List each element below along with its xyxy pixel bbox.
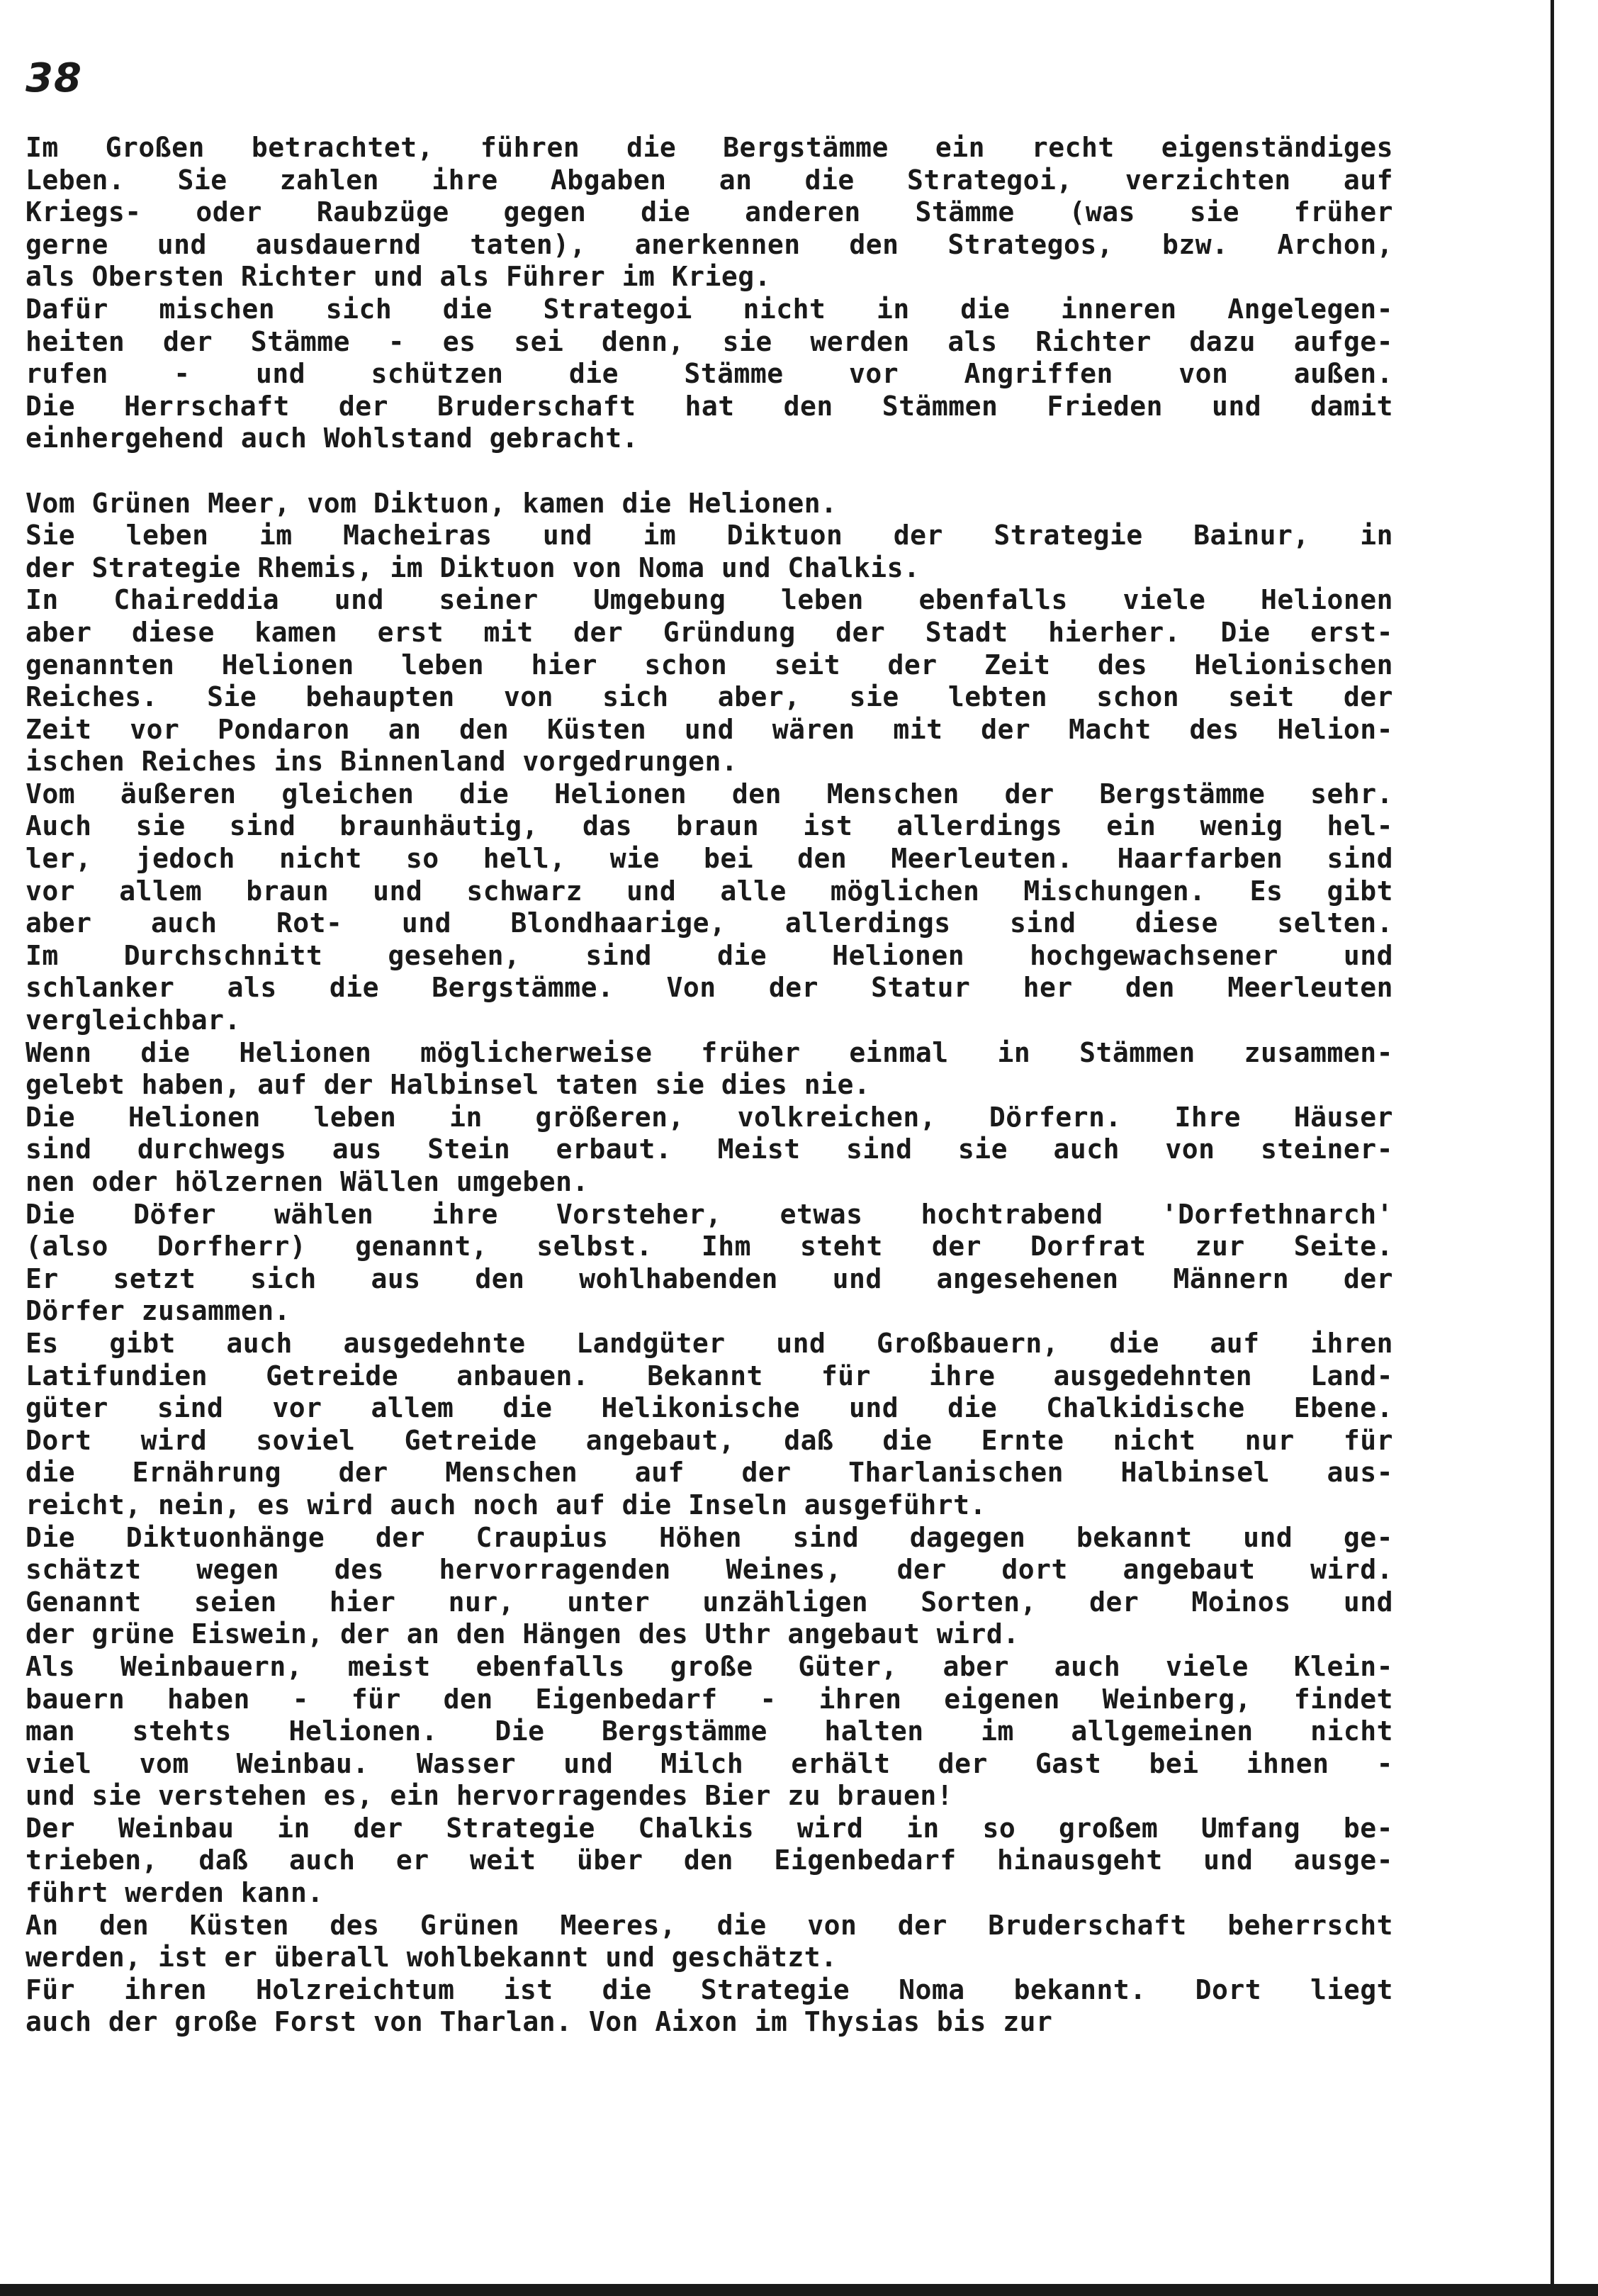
scan-bottom-edge <box>0 2284 1598 2296</box>
text-line: Wenn die Helionen möglicherweise früher einmal in Stämmen zusammen- <box>26 1036 1393 1068</box>
text-line: werden, ist er überall wohlbekannt und geschätzt. <box>26 1942 838 1973</box>
text-line: ler, jedoch nicht so hell, wie bei den Meerleuten. Haarfarben sind <box>26 843 1393 875</box>
text-line: Auch sie sind braunhäutig, das braun ist allerdings ein wenig hel- <box>26 810 1393 842</box>
text-line: die Ernährung der Menschen auf der Tharlanischen Halbinsel aus- <box>26 1457 1393 1489</box>
text-line: Kriegs- oder Raubzüge gegen die anderen Stämme (was sie früher <box>26 196 1393 228</box>
text-line: Dafür mischen sich die Strategoi nicht in die inneren Angelegen- <box>26 293 1393 325</box>
text-line: vor allem braun und schwarz und alle möglichen Mischungen. Es gibt <box>26 875 1393 907</box>
text-line: einhergehend auch Wohlstand gebracht. <box>26 422 638 454</box>
text-line: rufen - und schützen die Stämme vor Angriffen von außen. <box>26 358 1393 390</box>
text-line: der Strategie Rhemis, im Diktuon von Noma und Chalkis. <box>26 551 921 583</box>
text-line: man stehts Helionen. Die Bergstämme halten im allgemeinen nicht <box>26 1715 1393 1747</box>
text-line: aber diese kamen erst mit der Gründung der Stadt hierher. Die erst- <box>26 616 1393 648</box>
text-line: Als Weinbauern, meist ebenfalls große Güter, aber auch viele Klein- <box>26 1650 1393 1682</box>
text-line: gelebt haben, auf der Halbinsel taten sie dies nie. <box>26 1069 871 1101</box>
text-line: Dort wird soviel Getreide angebaut, daß die Ernte nicht nur für <box>26 1424 1393 1456</box>
text-line: Genannt seien hier nur, unter unzähligen Sorten, der Moinos und <box>26 1586 1393 1618</box>
text-line: trieben, daß auch er weit über den Eigenbedarf hinausgeht und ausge- <box>26 1844 1393 1876</box>
text-line: Die Helionen leben in größeren, volkreichen, Dörfern. Ihre Häuser <box>26 1101 1393 1133</box>
text-line: führt werden kann. <box>26 1877 324 1909</box>
text-line: Vom äußeren gleichen die Helionen den Menschen der Bergstämme sehr. <box>26 778 1393 810</box>
text-line: schätzt wegen des hervorragenden Weines, der dort angebaut wird. <box>26 1554 1393 1586</box>
text-line: An den Küsten des Grünen Meeres, die von der Bruderschaft beherrscht <box>26 1909 1393 1941</box>
text-line: güter sind vor allem die Helikonische und die Chalkidische Ebene. <box>26 1392 1393 1424</box>
text-line: Reiches. Sie behaupten von sich aber, sie lebten schon seit der <box>26 681 1393 713</box>
text-line: Für ihren Holzreichtum ist die Strategie Noma bekannt. Dort liegt <box>26 1973 1393 2005</box>
scan-right-edge <box>1551 0 1554 2296</box>
text-line: schlanker als die Bergstämme. Von der Statur her den Meerleuten <box>26 972 1393 1004</box>
text-line: Latifundien Getreide anbauen. Bekannt für ihre ausgedehnten Land- <box>26 1360 1393 1391</box>
text-line: aber auch Rot- und Blondhaarige, allerdings sind diese selten. <box>26 907 1393 939</box>
page-number: 38 <box>26 55 82 101</box>
text-line: als Obersten Richter und als Führer im Krieg. <box>26 261 772 293</box>
text-line: Es gibt auch ausgedehnte Landgüter und Großbauern, die auf ihren <box>26 1327 1393 1359</box>
text-line: nen oder hölzernen Wällen umgeben. <box>26 1166 589 1197</box>
text-line: Die Döfer wählen ihre Vorsteher, etwas hochtrabend 'Dorfethnarch' <box>26 1198 1393 1230</box>
paragraph-gap <box>26 455 1393 488</box>
text-line: In Chaireddia und seiner Umgebung leben ebenfalls viele Helionen <box>26 584 1393 616</box>
text-line: heiten der Stämme - es sei denn, sie werden als Richter dazu aufge- <box>26 325 1393 357</box>
text-line: Der Weinbau in der Strategie Chalkis wird in so großem Umfang be- <box>26 1812 1393 1844</box>
text-line: viel vom Weinbau. Wasser und Milch erhält der Gast bei ihnen - <box>26 1747 1393 1779</box>
text-line: Im Durchschnitt gesehen, sind die Helionen hochgewachsener und <box>26 939 1393 971</box>
text-line: genannten Helionen leben hier schon seit der Zeit des Helionischen <box>26 649 1393 681</box>
text-line: vergleichbar. <box>26 1004 241 1036</box>
text-line: Zeit vor Pondaron an den Küsten und wären mit der Macht des Helion- <box>26 713 1393 745</box>
text-line: der grüne Eiswein, der an den Hängen des Uthr angebaut wird. <box>26 1618 1020 1650</box>
text-line: gerne und ausdauernd taten), anerkennen den Strategos, bzw. Archon, <box>26 228 1393 260</box>
body-text <box>26 132 1393 2039</box>
text-line: Im Großen betrachtet, führen die Bergstämme ein recht eigenständiges <box>26 132 1393 163</box>
text-line: ischen Reiches ins Binnenland vorgedrungen. <box>26 746 738 778</box>
text-line: Leben. Sie zahlen ihre Abgaben an die Strategoi, verzichten auf <box>26 164 1393 196</box>
text-line: bauern haben - für den Eigenbedarf - ihren eigenen Weinberg, findet <box>26 1683 1393 1715</box>
paragraph <box>26 132 1393 455</box>
text-line: (also Dorfherr) genannt, selbst. Ihm steht der Dorfrat zur Seite. <box>26 1231 1393 1262</box>
text-line: Die Herrschaft der Bruderschaft hat den Stämmen Frieden und damit <box>26 390 1393 422</box>
text-line: auch der große Forst von Tharlan. Von Aixon im Thysias bis zur <box>26 2006 1053 2038</box>
text-line: sind durchwegs aus Stein erbaut. Meist sind sie auch von steiner- <box>26 1133 1393 1165</box>
text-line: Er setzt sich aus den wohlhabenden und angesehenen Männern der <box>26 1262 1393 1294</box>
text-line: Die Diktuonhänge der Craupius Höhen sind dagegen bekannt und ge- <box>26 1521 1393 1553</box>
text-line: Dörfer zusammen. <box>26 1295 291 1327</box>
text-line: Sie leben im Macheiras und im Diktuon der Strategie Bainur, in <box>26 520 1393 551</box>
text-line: reicht, nein, es wird auch noch auf die Inseln ausgeführt. <box>26 1489 986 1521</box>
text-line: Vom Grünen Meer, vom Diktuon, kamen die Helionen. <box>26 487 838 519</box>
text-line: und sie verstehen es, ein hervorragendes Bier zu brauen! <box>26 1780 954 1812</box>
paragraph <box>26 488 1393 2039</box>
